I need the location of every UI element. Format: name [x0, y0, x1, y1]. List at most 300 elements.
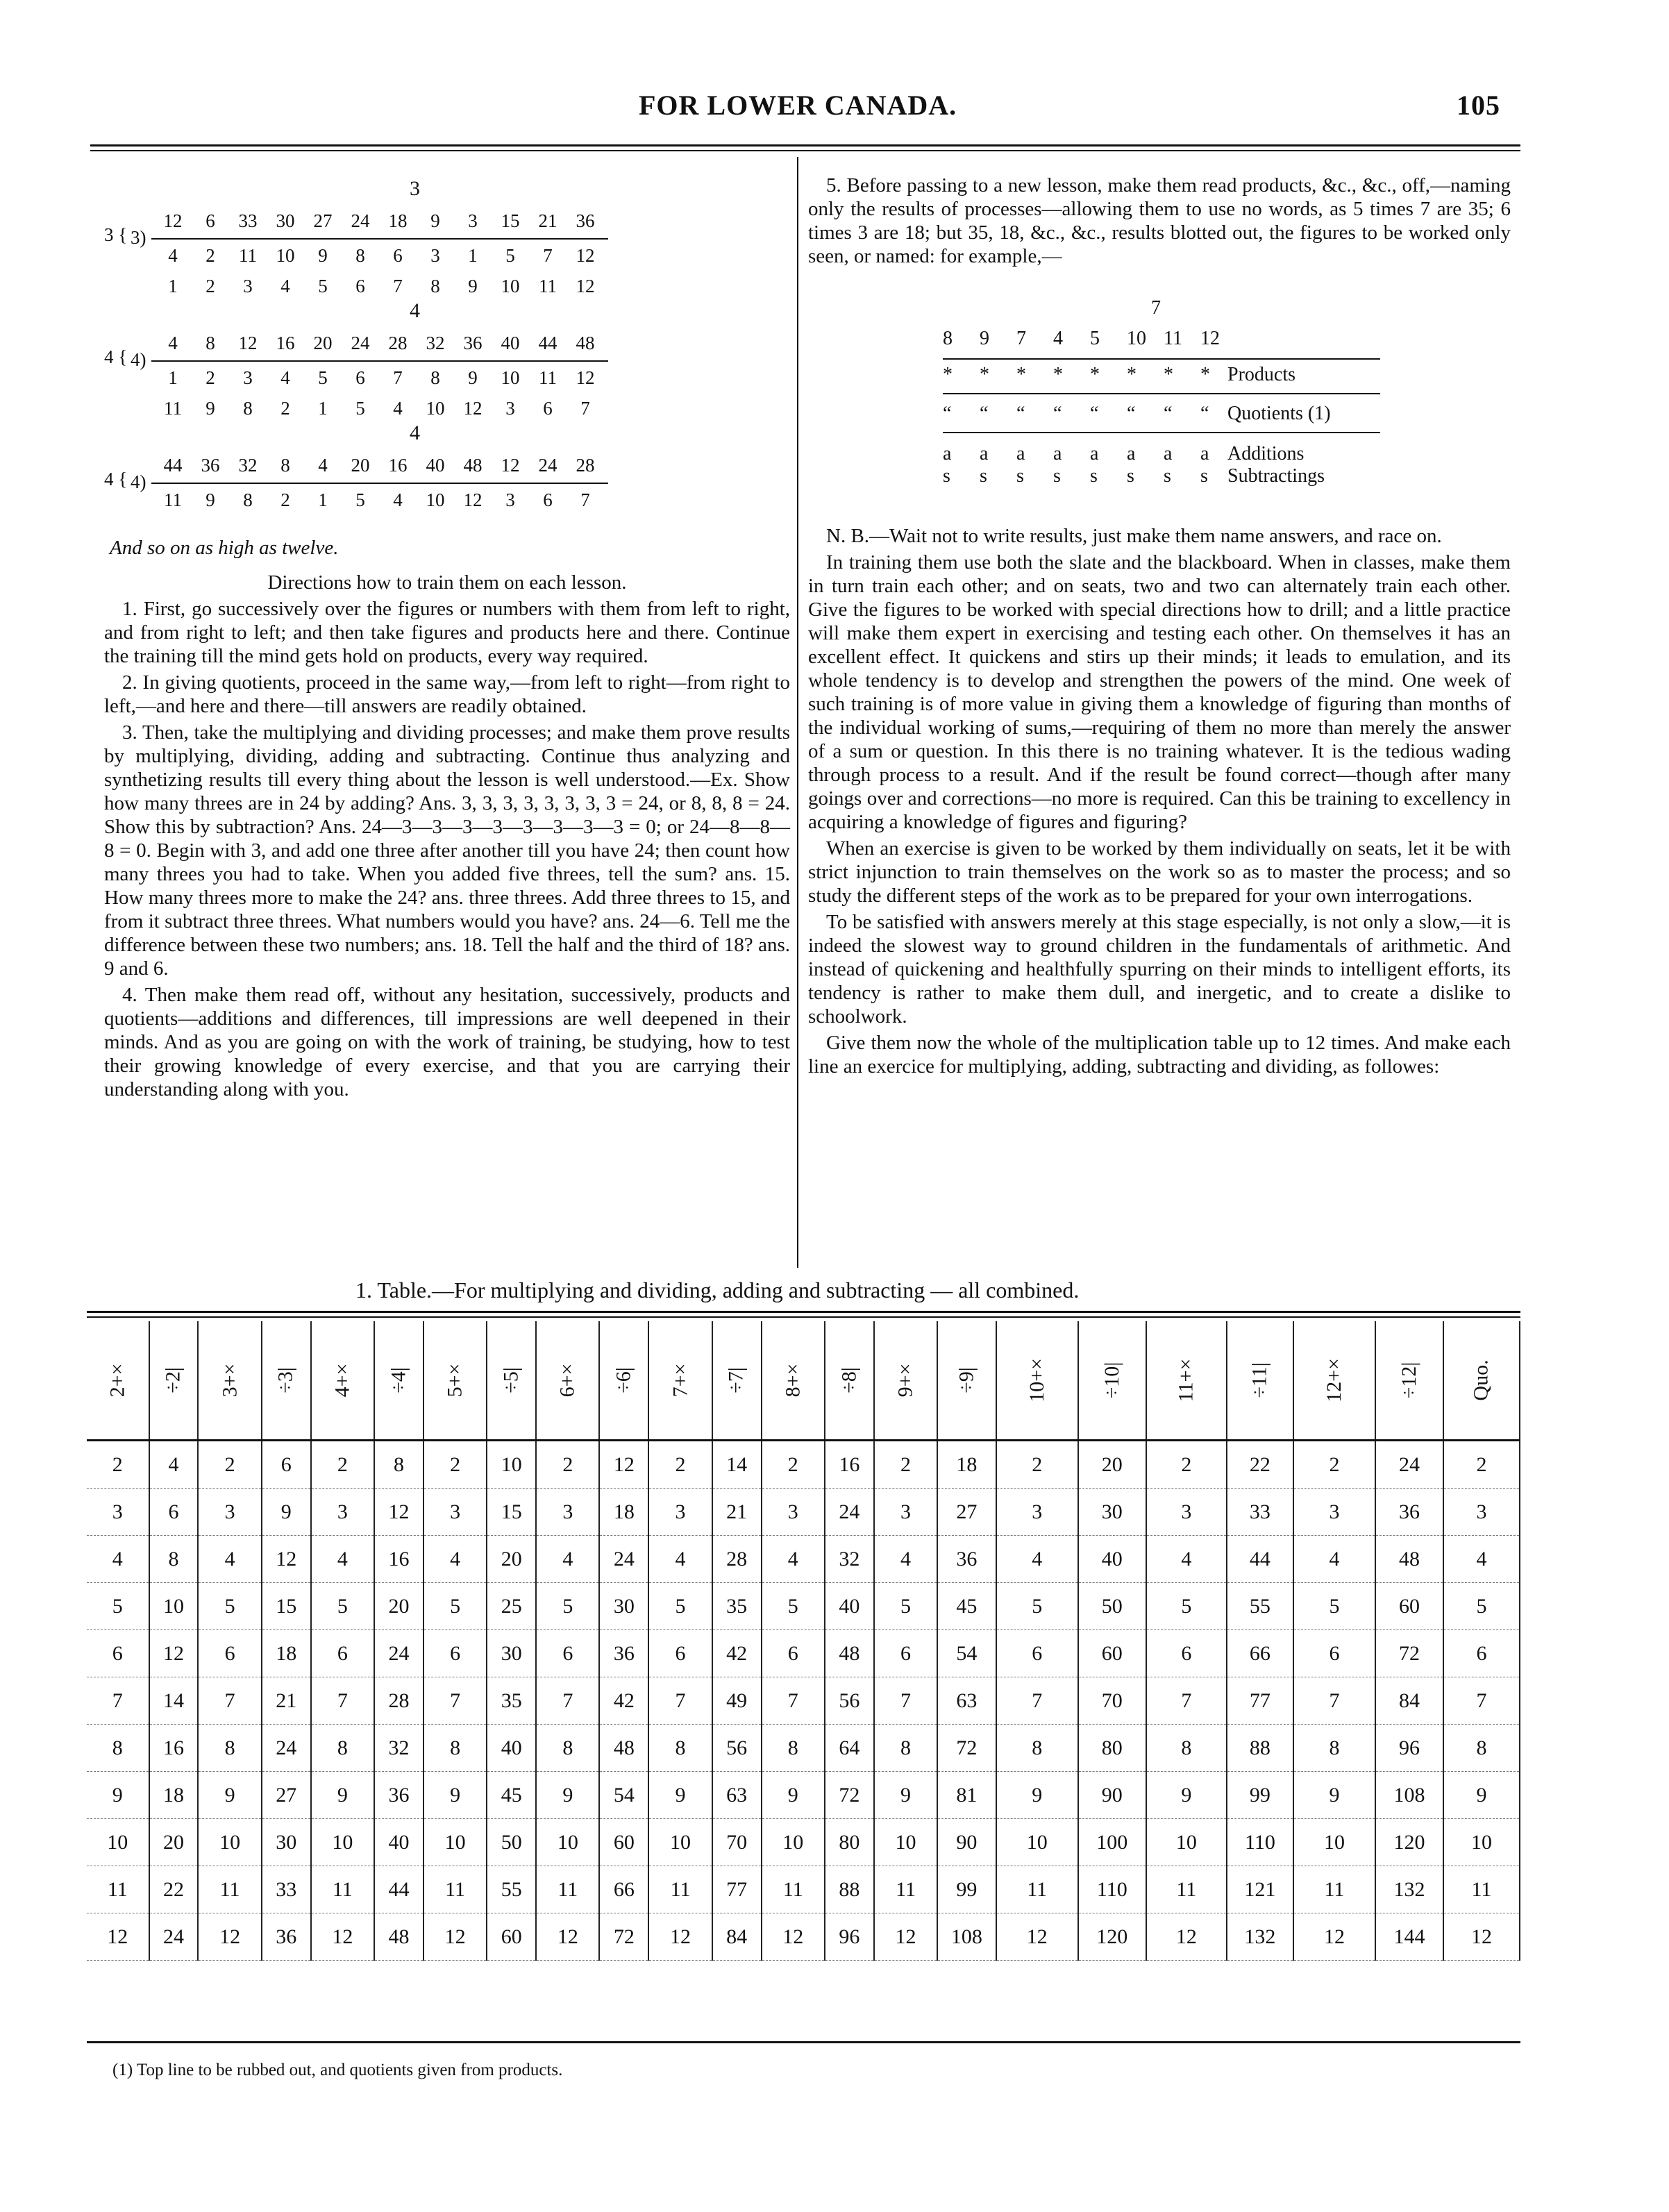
table-cell: 90 [937, 1819, 996, 1866]
table-cell: 8 [536, 1725, 599, 1772]
example-cell: 11 [539, 367, 557, 388]
table-cell: 5 [311, 1583, 374, 1630]
table-cell: 7 [1146, 1677, 1227, 1725]
table-cell: 12 [536, 1913, 599, 1961]
table-cell: 45 [937, 1583, 996, 1630]
example-cell: 44 [163, 455, 183, 476]
table-cell: 4 [762, 1536, 825, 1583]
example-product-table [943, 297, 1387, 505]
table-cell: 7 [311, 1677, 374, 1725]
table-cell: 14 [712, 1441, 762, 1489]
table-cell: 9 [1443, 1772, 1520, 1819]
table-cell: 100 [1078, 1819, 1146, 1866]
table-cell: 49 [712, 1677, 762, 1725]
table-header-cell [1227, 1321, 1293, 1441]
table-cell: 10 [996, 1819, 1078, 1866]
table-cell: 10 [149, 1583, 199, 1630]
table-cell: 12 [599, 1441, 648, 1489]
example-cell: 1 [318, 398, 328, 419]
table-cell: 8 [1293, 1725, 1375, 1772]
table-cell: 72 [937, 1725, 996, 1772]
table-cell: 2 [1293, 1441, 1375, 1489]
example-cell: 5 [318, 367, 328, 388]
table-header-cell [648, 1321, 712, 1441]
table-cell: 8 [423, 1725, 487, 1772]
table-header-cell [1293, 1321, 1375, 1441]
table-cell: 11 [1443, 1866, 1520, 1913]
example-cell: 11 [239, 245, 257, 266]
division-rule [151, 483, 608, 484]
table-cell: 44 [374, 1866, 423, 1913]
table-cell: 30 [262, 1819, 311, 1866]
right-text-column-top [808, 174, 1511, 271]
example-cell: 2 [206, 276, 215, 296]
table-cell: 48 [599, 1725, 648, 1772]
example-cell: 7 [393, 367, 403, 388]
table-row [87, 1441, 1520, 1489]
example-rule [943, 432, 1380, 433]
example-cell: 4 [280, 276, 290, 296]
table-cell: 8 [762, 1725, 825, 1772]
table-cell: 28 [712, 1536, 762, 1583]
table-cell: 40 [1078, 1536, 1146, 1583]
example-number: 5 [1090, 328, 1100, 349]
table-row [87, 1583, 1520, 1630]
table-cell: 5 [423, 1583, 487, 1630]
example-cell: 8 [243, 398, 253, 419]
example-cell: 7 [580, 489, 590, 510]
table-cell: 18 [937, 1441, 996, 1489]
table-cell: 28 [374, 1677, 423, 1725]
example-cell: 11 [539, 276, 557, 296]
table-cell: 10 [1293, 1819, 1375, 1866]
table-cell: 45 [487, 1772, 536, 1819]
table-cell: 4 [87, 1536, 149, 1583]
table-cell: 10 [536, 1819, 599, 1866]
table-cell: 12 [762, 1913, 825, 1961]
table-cell: 36 [1375, 1489, 1443, 1536]
table-header-label: ÷2| [161, 1367, 185, 1393]
nb-note: N. B.—Wait not to write results, just make them name answers, and race on. [826, 525, 1442, 547]
table-cell: 11 [762, 1866, 825, 1913]
table-header-cell [1375, 1321, 1443, 1441]
table-cell: 16 [825, 1441, 874, 1489]
example-mark: s [1016, 465, 1024, 487]
table-cell: 9 [996, 1772, 1078, 1819]
paragraph-2: 2. In giving quotients, proceed in the same way,—from left to right—from right to left,—and here and there—till answers are readily obtained. [104, 671, 790, 717]
table-header-cell [262, 1321, 311, 1441]
example-mark: s [1090, 465, 1098, 487]
table-cell: 4 [198, 1536, 261, 1583]
table-cell: 7 [87, 1677, 149, 1725]
example-cell: 12 [501, 455, 520, 476]
table-cell: 6 [262, 1441, 311, 1489]
example-cell: 1 [468, 245, 478, 266]
example-cell: 48 [576, 333, 595, 353]
example-cell: 9 [468, 367, 478, 388]
example-cell: 3 [430, 245, 440, 266]
table-cell: 2 [536, 1441, 599, 1489]
table-caption: 1. Table.—For multiplying and dividing, adding and subtracting — all combined. [355, 1277, 1080, 1302]
table-header-cell [712, 1321, 762, 1441]
table-cell: 6 [996, 1630, 1078, 1677]
example-mark: s [1127, 465, 1134, 487]
table-header-label: 12+× [1322, 1358, 1345, 1402]
example-cell: 6 [355, 367, 365, 388]
table-cell: 3 [311, 1489, 374, 1536]
table-cell: 110 [1227, 1819, 1293, 1866]
paragraph-1: 1. First, go successively over the figures or numbers with them from left to right, and from right to left; and then take figures and products here and there. Continue the training till the mind gets hold on products, every way required. [104, 598, 790, 667]
table-cell: 2 [1146, 1441, 1227, 1489]
paragraph-9: Give them now the whole of the multiplication table up to 12 times. And make each line an exercice for multiplying, adding, subtracting and dividing, as followes: [808, 1032, 1511, 1078]
table-header-label: ÷7| [725, 1367, 748, 1393]
table-cell: 35 [712, 1583, 762, 1630]
table-cell: 40 [487, 1725, 536, 1772]
table-header-cell [374, 1321, 423, 1441]
example-cell: 4 [393, 398, 403, 419]
table-cell: 12 [311, 1913, 374, 1961]
table-cell: 3 [1146, 1489, 1227, 1536]
table-header-cell [149, 1321, 199, 1441]
table-header-label: ÷10| [1100, 1361, 1123, 1399]
table-cell: 6 [149, 1489, 199, 1536]
table-cell: 120 [1078, 1913, 1146, 1961]
table-cell: 5 [1293, 1583, 1375, 1630]
table-cell: 66 [599, 1866, 648, 1913]
example-mark: * [1200, 364, 1210, 385]
table-cell: 4 [1146, 1536, 1227, 1583]
brace-label: 4 { [104, 346, 128, 367]
table-cell: 11 [874, 1866, 937, 1913]
example-cell: 32 [238, 455, 258, 476]
table-cell: 4 [874, 1536, 937, 1583]
example-cell: 8 [355, 245, 365, 266]
example-cell: 20 [313, 333, 333, 353]
example-mark: “ [1090, 403, 1099, 424]
example-cell: 28 [388, 333, 408, 353]
table-header-row [87, 1321, 1520, 1441]
table-cell: 21 [712, 1489, 762, 1536]
table-cell: 4 [423, 1536, 487, 1583]
table-cell: 12 [996, 1913, 1078, 1961]
example-row-label: Quotients (1) [1227, 403, 1331, 424]
example-cell: 40 [426, 455, 445, 476]
table-row [87, 1866, 1520, 1913]
table-cell: 24 [825, 1489, 874, 1536]
table-cell: 7 [536, 1677, 599, 1725]
example-cell: 18 [388, 210, 408, 231]
table-cell: 22 [1227, 1441, 1293, 1489]
example-cell: 2 [206, 367, 215, 388]
example-cell: 12 [576, 276, 595, 296]
table-cell: 20 [487, 1536, 536, 1583]
table-cell: 3 [648, 1489, 712, 1536]
table-cell: 88 [825, 1866, 874, 1913]
example-mark: s [1164, 465, 1171, 487]
table-cell: 12 [149, 1630, 199, 1677]
division-rule [151, 238, 608, 240]
table-cell: 2 [311, 1441, 374, 1489]
table-cell: 96 [825, 1913, 874, 1961]
example-mark: s [1200, 465, 1208, 487]
table-cell: 14 [149, 1677, 199, 1725]
table-cell: 60 [1078, 1630, 1146, 1677]
table-cell: 18 [599, 1489, 648, 1536]
table-cell: 3 [1443, 1489, 1520, 1536]
example-cell: 36 [576, 210, 595, 231]
table-cell: 18 [149, 1772, 199, 1819]
table-header-label: ÷8| [837, 1367, 861, 1393]
table-row [87, 1536, 1520, 1583]
header-rule-top [90, 144, 1520, 146]
example-heading: 4 [410, 299, 420, 322]
example-row-counts [154, 398, 604, 419]
example-cell: 10 [426, 489, 445, 510]
example-mark: a [1053, 443, 1062, 464]
paragraph-6: In training them use both the slate and the blackboard. When in classes, make them in turn train each other; and on seats, two and two can alternately train each other. Give the figures to be worked with special directions how to drill; and a little practice will make them expert in exercising and testing each other. On themselves it has an excellent effect. It quickens and stirs up their minds; it leads to emulation, and its whole tendency is to develop and strengthen the powers of the mind. One week of such training is of more value in giving them a knowledge of figuring than months of the individual working of sums,—requiring of them no more than merely the answer of a sum or question. In this there is no training whatever. It is the tedious wading through process to a result. And if the result be found correct—though after many goings over and corrections—no more is required. Can this be training to excellency in acquiring a knowledge of figures and figuring? [808, 551, 1511, 833]
example-cell: 21 [538, 210, 557, 231]
example-cell: 4 [318, 455, 328, 476]
example-cell: 9 [206, 398, 215, 419]
table-cell: 22 [149, 1866, 199, 1913]
table-cell: 90 [1078, 1772, 1146, 1819]
table-cell: 6 [648, 1630, 712, 1677]
page-number: 105 [1457, 90, 1500, 121]
table-cell: 9 [262, 1489, 311, 1536]
example-cell: 10 [501, 276, 520, 296]
example-row-quotients [154, 245, 604, 267]
table-cell: 60 [1375, 1583, 1443, 1630]
table-cell: 6 [1293, 1630, 1375, 1677]
table-cell: 20 [374, 1583, 423, 1630]
example-row-label: Subtractings [1227, 465, 1325, 487]
table-header-cell [996, 1321, 1078, 1441]
table-cell: 144 [1375, 1913, 1443, 1961]
example-cell: 6 [206, 210, 215, 231]
table-cell: 54 [937, 1630, 996, 1677]
table-cell: 7 [1293, 1677, 1375, 1725]
table-header-cell [311, 1321, 374, 1441]
table-cell: 80 [825, 1819, 874, 1866]
table-cell: 3 [536, 1489, 599, 1536]
division-rule [151, 360, 608, 362]
table-row [87, 1725, 1520, 1772]
example-cell: 32 [426, 333, 445, 353]
example-cell: 2 [280, 398, 290, 419]
table-cell: 10 [648, 1819, 712, 1866]
table-cell: 12 [648, 1913, 712, 1961]
example-mark: “ [1200, 403, 1209, 424]
table-cell: 99 [937, 1866, 996, 1913]
table-cell: 5 [648, 1583, 712, 1630]
table-cell: 11 [198, 1866, 261, 1913]
example-mark: “ [1164, 403, 1173, 424]
example-mark: “ [1016, 403, 1025, 424]
table-cell: 84 [1375, 1677, 1443, 1725]
table-header-label: ÷4| [387, 1367, 410, 1393]
table-header-label: 8+× [781, 1363, 805, 1398]
table-cell: 40 [374, 1819, 423, 1866]
table-cell: 42 [599, 1677, 648, 1725]
table-cell: 24 [1375, 1441, 1443, 1489]
table-cell: 72 [1375, 1630, 1443, 1677]
table-cell: 8 [149, 1536, 199, 1583]
division-examples [104, 177, 660, 566]
table-cell: 4 [1293, 1536, 1375, 1583]
example-cell: 24 [351, 210, 370, 231]
table-rule-top [87, 1311, 1520, 1313]
table-cell: 2 [423, 1441, 487, 1489]
table-cell: 9 [1293, 1772, 1375, 1819]
example-numbers-row [943, 328, 1237, 350]
table-cell: 56 [712, 1725, 762, 1772]
table-cell: 10 [198, 1819, 261, 1866]
table-cell: 5 [198, 1583, 261, 1630]
table-cell: 108 [1375, 1772, 1443, 1819]
table-cell: 40 [825, 1583, 874, 1630]
table-cell: 15 [262, 1583, 311, 1630]
table-cell: 25 [487, 1583, 536, 1630]
table-header-label: 6+× [555, 1363, 579, 1398]
example-cell: 12 [163, 210, 183, 231]
example-cell: 16 [276, 333, 295, 353]
table-header-cell [599, 1321, 648, 1441]
example-mark: a [1016, 443, 1025, 464]
example-cell: 4 [168, 333, 178, 353]
table-cell: 8 [198, 1725, 261, 1772]
table-cell: 10 [487, 1441, 536, 1489]
example-cell: 8 [243, 489, 253, 510]
table-cell: 11 [536, 1866, 599, 1913]
example-cell: 10 [501, 367, 520, 388]
example-cell: 7 [543, 245, 553, 266]
example-cell: 24 [538, 455, 557, 476]
example-cell: 2 [206, 245, 215, 266]
table-cell: 7 [198, 1677, 261, 1725]
table-cell: 24 [262, 1725, 311, 1772]
table-cell: 12 [1443, 1913, 1520, 1961]
example-heading: 3 [410, 177, 420, 200]
example-heading: 4 [410, 421, 420, 444]
example-cell: 8 [430, 276, 440, 296]
table-cell: 5 [1146, 1583, 1227, 1630]
table-cell: 10 [1146, 1819, 1227, 1866]
example-cell: 33 [238, 210, 258, 231]
example-cell: 4 [280, 367, 290, 388]
table-header-cell [874, 1321, 937, 1441]
table-cell: 42 [712, 1630, 762, 1677]
table-cell: 3 [996, 1489, 1078, 1536]
table-cell: 120 [1375, 1819, 1443, 1866]
table-cell: 2 [874, 1441, 937, 1489]
table-header-label: ÷9| [955, 1367, 978, 1393]
table-cell: 70 [1078, 1677, 1146, 1725]
table-cell: 44 [1227, 1536, 1293, 1583]
example-cell: 16 [388, 455, 408, 476]
table-cell: 2 [1443, 1441, 1520, 1489]
table-cell: 3 [198, 1489, 261, 1536]
table-cell: 72 [825, 1772, 874, 1819]
example-cell: 8 [206, 333, 215, 353]
example-cell: 8 [280, 455, 290, 476]
table-cell: 32 [825, 1536, 874, 1583]
table-cell: 32 [374, 1725, 423, 1772]
table-header-label: 4+× [330, 1363, 354, 1398]
table-cell: 6 [423, 1630, 487, 1677]
table-cell: 48 [374, 1913, 423, 1961]
table-header-label: 10+× [1025, 1358, 1048, 1402]
table-cell: 7 [762, 1677, 825, 1725]
example-mark: s [1053, 465, 1061, 487]
table-cell: 20 [149, 1819, 199, 1866]
example-number: 8 [943, 328, 953, 349]
example-cell: 24 [351, 333, 370, 353]
table-cell: 4 [536, 1536, 599, 1583]
table-header-cell [87, 1321, 149, 1441]
table-cell: 2 [996, 1441, 1078, 1489]
table-cell: 9 [762, 1772, 825, 1819]
table-header-label: ÷5| [499, 1367, 523, 1393]
example-cell: 5 [355, 489, 365, 510]
table-cell: 55 [487, 1866, 536, 1913]
table-cell: 9 [874, 1772, 937, 1819]
table-cell: 11 [87, 1866, 149, 1913]
table-cell: 60 [487, 1913, 536, 1961]
example-mark: s [980, 465, 987, 487]
table-header-label: Quo. [1469, 1359, 1493, 1401]
table-cell: 4 [996, 1536, 1078, 1583]
table-cell: 63 [937, 1677, 996, 1725]
example-cell: 2 [280, 489, 290, 510]
example-number: 7 [1016, 328, 1026, 349]
brace-label: 4 { [104, 469, 128, 489]
table-cell: 6 [536, 1630, 599, 1677]
table-cell: 6 [1146, 1630, 1227, 1677]
example-mark: s [943, 465, 950, 487]
left-text-column [104, 571, 790, 1104]
table-cell: 6 [198, 1630, 261, 1677]
table-cell: 11 [996, 1866, 1078, 1913]
table-cell: 7 [423, 1677, 487, 1725]
example-mark: * [943, 364, 953, 385]
table-cell: 9 [536, 1772, 599, 1819]
table-cell: 30 [487, 1630, 536, 1677]
page-header-title: FOR LOWER CANADA. [639, 90, 957, 121]
example-cell: 1 [318, 489, 328, 510]
example-cell: 4 [168, 245, 178, 266]
example-cell: 20 [351, 455, 370, 476]
table-cell: 20 [1078, 1441, 1146, 1489]
example-cell: 15 [501, 210, 520, 231]
table-header-label: 11+× [1174, 1358, 1198, 1402]
example-cell: 6 [393, 245, 403, 266]
example-marks-row [943, 443, 1237, 465]
example-cell: 27 [313, 210, 333, 231]
table-cell: 6 [762, 1630, 825, 1677]
table-cell: 110 [1078, 1866, 1146, 1913]
table-cell: 11 [311, 1866, 374, 1913]
multiplication-table [87, 1321, 1520, 1961]
example-mark: “ [943, 403, 952, 424]
table-cell: 16 [149, 1725, 199, 1772]
table-cell: 9 [311, 1772, 374, 1819]
table-cell: 10 [762, 1819, 825, 1866]
so-on-note: And so on as high as twelve. [110, 537, 339, 559]
example-row-label: Products [1227, 364, 1295, 385]
table-cell: 5 [87, 1583, 149, 1630]
table-header-label: ÷12| [1398, 1361, 1421, 1399]
table-cell: 30 [599, 1583, 648, 1630]
